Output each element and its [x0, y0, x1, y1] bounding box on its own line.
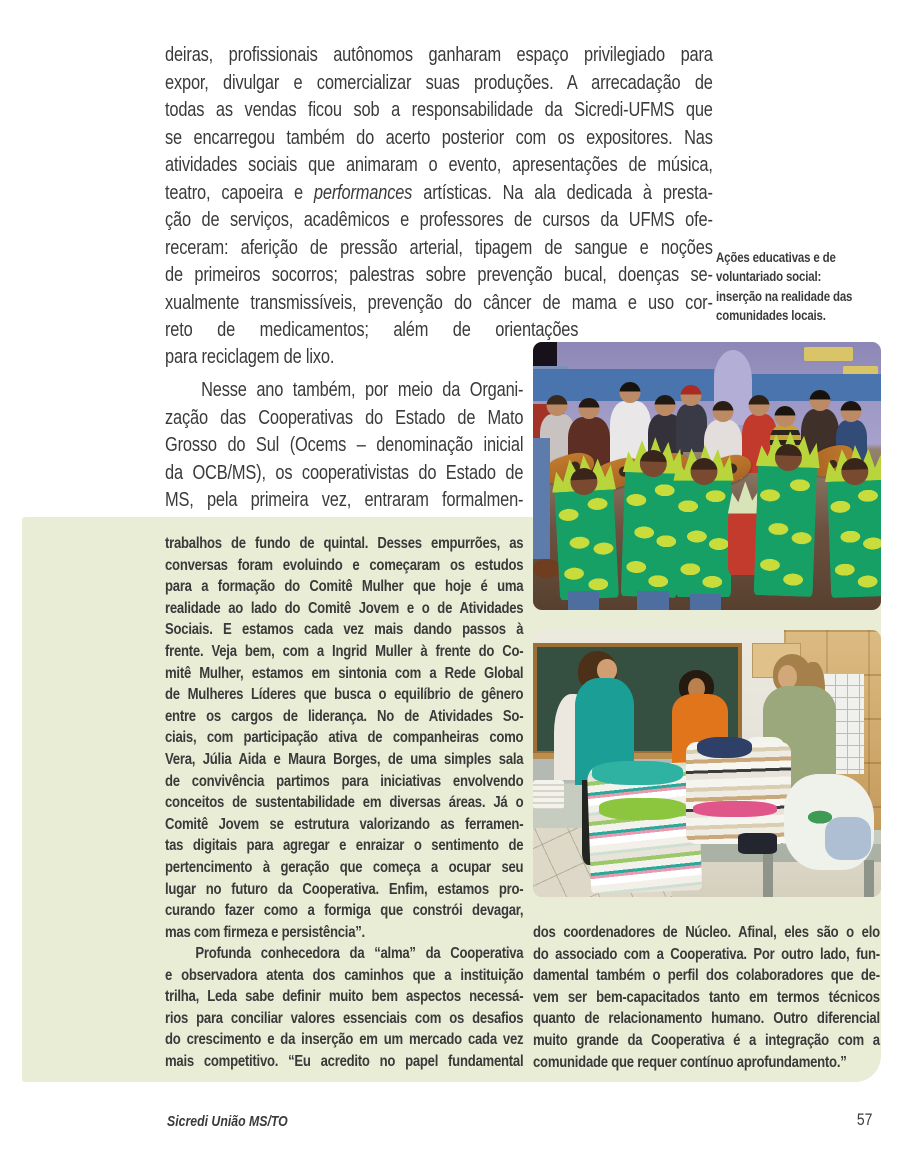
photo1-kid-leaf-costume: [827, 470, 881, 598]
photo2-bag-blue-item: [825, 817, 870, 860]
photo1-jeans: [690, 594, 721, 610]
photo2-pink-garment: [693, 801, 777, 817]
photo-clothes-donation: [533, 630, 881, 897]
body-paragraph-1: deiras, profissionais autônomos ganharam espaço privilegiado para expor, divulgar e comercializar suas produções. A arrecadação de todas as vendas ficou sob a responsabilidade da Sicredi-UFMS que se encarregou também do acerto posterior com os expositores. Nas atividades sociais que animaram o evento, apresentações de música, teatro, capoeira e performances artísticas. Na ala dedicada à presta- ção de serviços, acadêmicos e professores de cursos da UFMS ofe- receram: aferição de pressão arterial, tipagem de sangue e noções de primeiros socorros; palestras sobre prevenção bucal, doenças se- xualmente transmissíveis, prevenção do câncer de mama e uso cor-: [165, 44, 713, 314]
photo2-table-leg: [763, 854, 773, 897]
photo2-navy-garment: [697, 737, 753, 758]
body-paragraph-2: Nesse ano também, por meio da Organi- zação das Cooperativas do Estado de Mato Grosso do Sul (Ocems – denominação inicial da OCB/MS), os cooperativistas do Estado de MS, pela primeira vez, entraram formalmen-: [165, 379, 524, 511]
photo1-kid-leaf-costume: [554, 480, 619, 601]
photo2-lime-garment: [599, 798, 686, 819]
photo1-kid-leaf-costume: [676, 471, 732, 597]
photo2-dark-cloth: [738, 833, 776, 854]
photo1-vent: [804, 347, 853, 360]
photo1-jeans: [637, 591, 668, 610]
body-paragraph-1-last-line: para reciclagem de lixo.: [165, 346, 335, 368]
photo-children-leaf-costumes: [533, 342, 881, 610]
footer-book-title: Sicredi União MS/TO: [167, 1113, 288, 1130]
photo1-shoe: [533, 559, 561, 578]
photo1-person-red-cap: [676, 404, 707, 452]
photo2-table-leg: [864, 860, 874, 897]
photo1-standing-legs: [533, 438, 550, 559]
green-box-paragraph-1: trabalhos de fundo de quintal. Desses empurrões, as conversas foram evoluindo e começaram os estudos para a formação do Comitê Mulher que hoje é uma realidade ao lado do Comitê Jovem e o de Atividades Sociais. E estamos cada vez mais dando passos à frente. Veja bem, com a Ingrid Muller à frente do Co- mitê Mulher, estamos em sintonia com a Rede Global de Mulheres Líderes que busca o equilíbrio de gênero entre os cargos de liderança. No de Atividades So- ciais, com participação ativa de companheiras como Vera, Júlia Aida e Maura Borges, de uma simples sala de convivência partimos para iniciativas envolvendo conceitos de sustentabilidade em diversas áreas. Já o Comitê Jovem se estrutura valorizando as ferramen- tas digitais para agregar e enraizar o sentimento de pertencimento à geração que começa a ocupar seu lugar no futuro da Cooperativa. Enfim, estamos pro- curando fazer como a formiga que constrói devagar, mas com firmeza e persistência”.: [165, 535, 524, 941]
green-box-right-column: dos coordenadores de Núcleo. Afinal, eles são o elo do associado com a Cooperativa. Por outro lado, fun- damental também o perfil dos colaboradores que de- vem ser bem-capacitados tanto em termos técnicos quanto de relacionamento humano. Outro diferencial muito grande da Cooperativa é a integração com a comunidade que requer contínuo aprofundamento.”: [533, 924, 880, 1071]
photo1-jeans: [568, 591, 599, 610]
photo1-kid-leaf-costume: [753, 456, 817, 597]
page-number: 57: [856, 1110, 873, 1129]
photo-caption: Ações educativas e de voluntariado social: inserção na realidade das comunidades locais.: [716, 249, 853, 324]
body-paragraph-1-wrap-line: reto de medicamentos; além de orientações: [165, 319, 579, 341]
photo2-teal-garment: [592, 761, 682, 785]
green-box-paragraph-2: Profunda conhecedora da “alma” da Cooperativa e observadora atenta dos caminhos que a instituição trilha, Leda sabe definir muito bem aspectos necessá- rios para conciliar valores essenciais com os desafios do crescimento e da inserção em um mercado cada vez mais competitivo. “Eu acredito no papel fundamental: [165, 945, 524, 1070]
photo1-kid-leaf-costume: [621, 462, 681, 598]
photo2-floor-pile: [533, 780, 564, 809]
